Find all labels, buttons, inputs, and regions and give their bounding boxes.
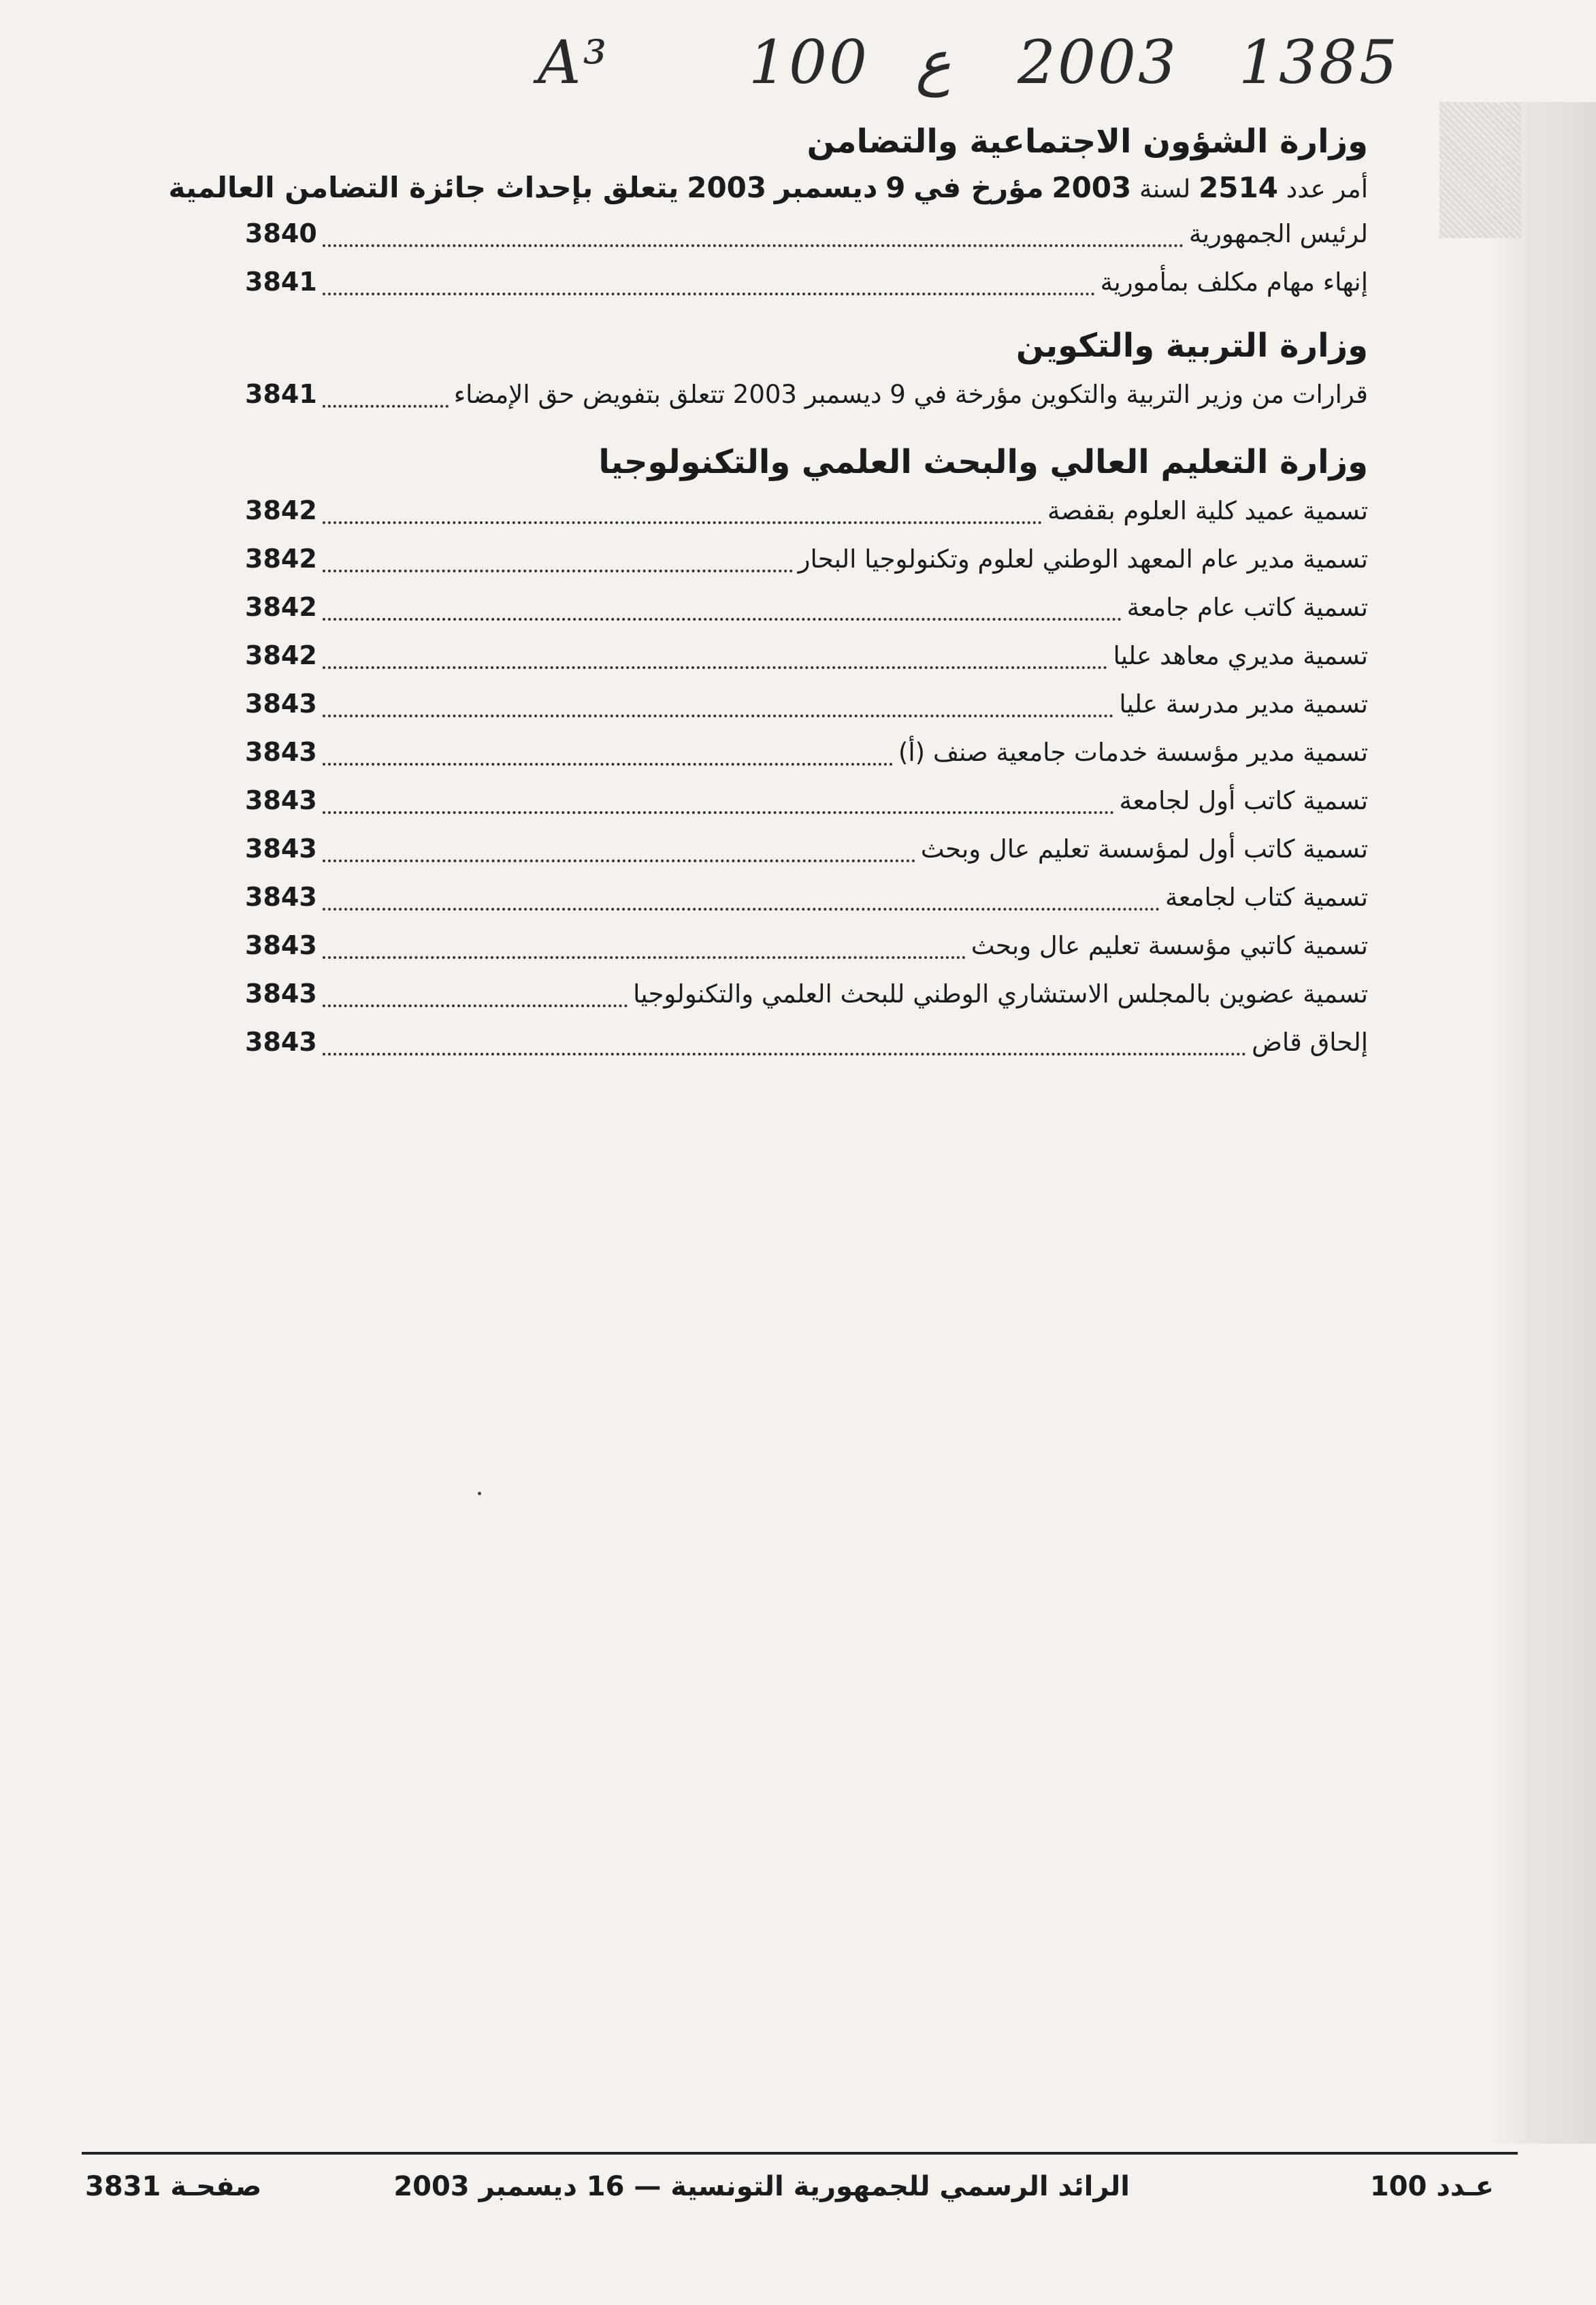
toc-entry[interactable]: تسمية كاتبي مؤسسة تعليم عال وبحث 3843	[245, 921, 1368, 970]
dot-leader	[323, 603, 1122, 621]
adjacent-page-shade	[1439, 102, 1521, 238]
footer-page-number: صفحـة 3831	[85, 2171, 262, 2202]
page-number: 3842	[245, 592, 317, 622]
handwritten-number: 1385	[1239, 27, 1399, 97]
page-number: 3842	[245, 640, 317, 670]
dot-leader	[323, 278, 1095, 295]
table-of-contents	[168, 117, 1368, 1066]
handwritten-issue-number: 100	[749, 27, 869, 97]
toc-entry[interactable]: لرئيس الجمهورية 3840	[245, 210, 1368, 258]
toc-entry[interactable]: تسمية كاتب أول لجامعة 3843	[245, 776, 1368, 825]
dot-leader	[323, 893, 1160, 911]
page-number: 3842	[245, 544, 317, 574]
dot-leader	[323, 229, 1184, 247]
section-heading-social-affairs: وزارة الشؤون الاجتماعية والتضامن	[807, 122, 1368, 161]
footer-rule	[82, 2152, 1518, 2155]
handwritten-year: 2003	[1017, 27, 1178, 97]
toc-entry[interactable]: تسمية كاتب أول لمؤسسة تعليم عال وبحث 3843	[245, 825, 1368, 873]
dot-leader	[323, 506, 1042, 524]
page-edge-shadow	[1487, 102, 1596, 2144]
dot-leader	[323, 796, 1114, 814]
toc-entry[interactable]: إنهاء مهام مكلف بمأمورية 3841	[245, 258, 1368, 306]
toc-entry[interactable]: إلحاق قاض 3843	[245, 1018, 1368, 1066]
dot-leader	[323, 990, 628, 1007]
dot-leader	[323, 1038, 1246, 1056]
toc-entry[interactable]: تسمية كاتب عام جامعة 3842	[245, 583, 1368, 632]
toc-entry[interactable]: تسمية مدير مؤسسة خدمات جامعية صنف (أ) 3843	[245, 728, 1368, 776]
decree-first-line: أمر عدد 2514 لسنة 2003 مؤرخ في 9 ديسمبر 2003 يتعلق بإحداث جائزة التضامن العالمية	[168, 171, 1368, 204]
toc-entry[interactable]: تسمية كتاب لجامعة 3843	[245, 873, 1368, 921]
dot-leader	[323, 845, 915, 862]
toc-entry[interactable]: تسمية عضوين بالمجلس الاستشاري الوطني للبحث العلمي والتكنولوجيا 3843	[245, 970, 1368, 1018]
handwritten-mark-a3: A³	[538, 27, 609, 97]
toc-entry[interactable]: تسمية مدير مدرسة عليا 3843	[245, 680, 1368, 728]
page-number: 3841	[245, 379, 317, 409]
page-number: 3843	[245, 785, 317, 815]
toc-entry[interactable]: تسمية مديري معاهد عليا 3842	[245, 632, 1368, 680]
print-speck	[478, 1492, 481, 1495]
page-number: 3840	[245, 218, 317, 248]
section-heading-education: وزارة التربية والتكوين	[1015, 327, 1368, 365]
handwritten-letter: ع	[915, 27, 951, 97]
toc-entry[interactable]: تسمية عميد كلية العلوم بقفصة 3842	[245, 487, 1368, 535]
page-number: 3843	[245, 834, 317, 864]
dot-leader	[323, 555, 793, 572]
footer-journal-title: الرائد الرسمي للجمهورية التونسية — 16 ديسمبر 2003	[393, 2171, 1130, 2202]
dot-leader	[323, 941, 966, 959]
toc-entry[interactable]: تسمية مدير عام المعهد الوطني لعلوم وتكنولوجيا البحار 3842	[245, 535, 1368, 583]
page-number: 3843	[245, 689, 317, 719]
footer-issue-number: عـدد 100	[1369, 2171, 1494, 2202]
dot-leader	[323, 700, 1114, 717]
page-number: 3843	[245, 882, 317, 912]
section-heading-higher-education: وزارة التعليم العالي والبحث العلمي والتكنولوجيا	[598, 443, 1368, 481]
page-number: 3843	[245, 1027, 317, 1057]
toc-entry[interactable]: قرارات من وزير التربية والتكوين مؤرخة في 9 ديسمبر 2003 تتعلق بتفويض حق الإمضاء 3841	[245, 370, 1368, 419]
page-number: 3843	[245, 930, 317, 960]
page-number: 3842	[245, 495, 317, 525]
page-number: 3843	[245, 737, 317, 767]
page-number: 3841	[245, 267, 317, 297]
dot-leader	[323, 651, 1108, 669]
dot-leader	[323, 390, 449, 408]
page-number: 3843	[245, 979, 317, 1009]
dot-leader	[323, 748, 893, 766]
